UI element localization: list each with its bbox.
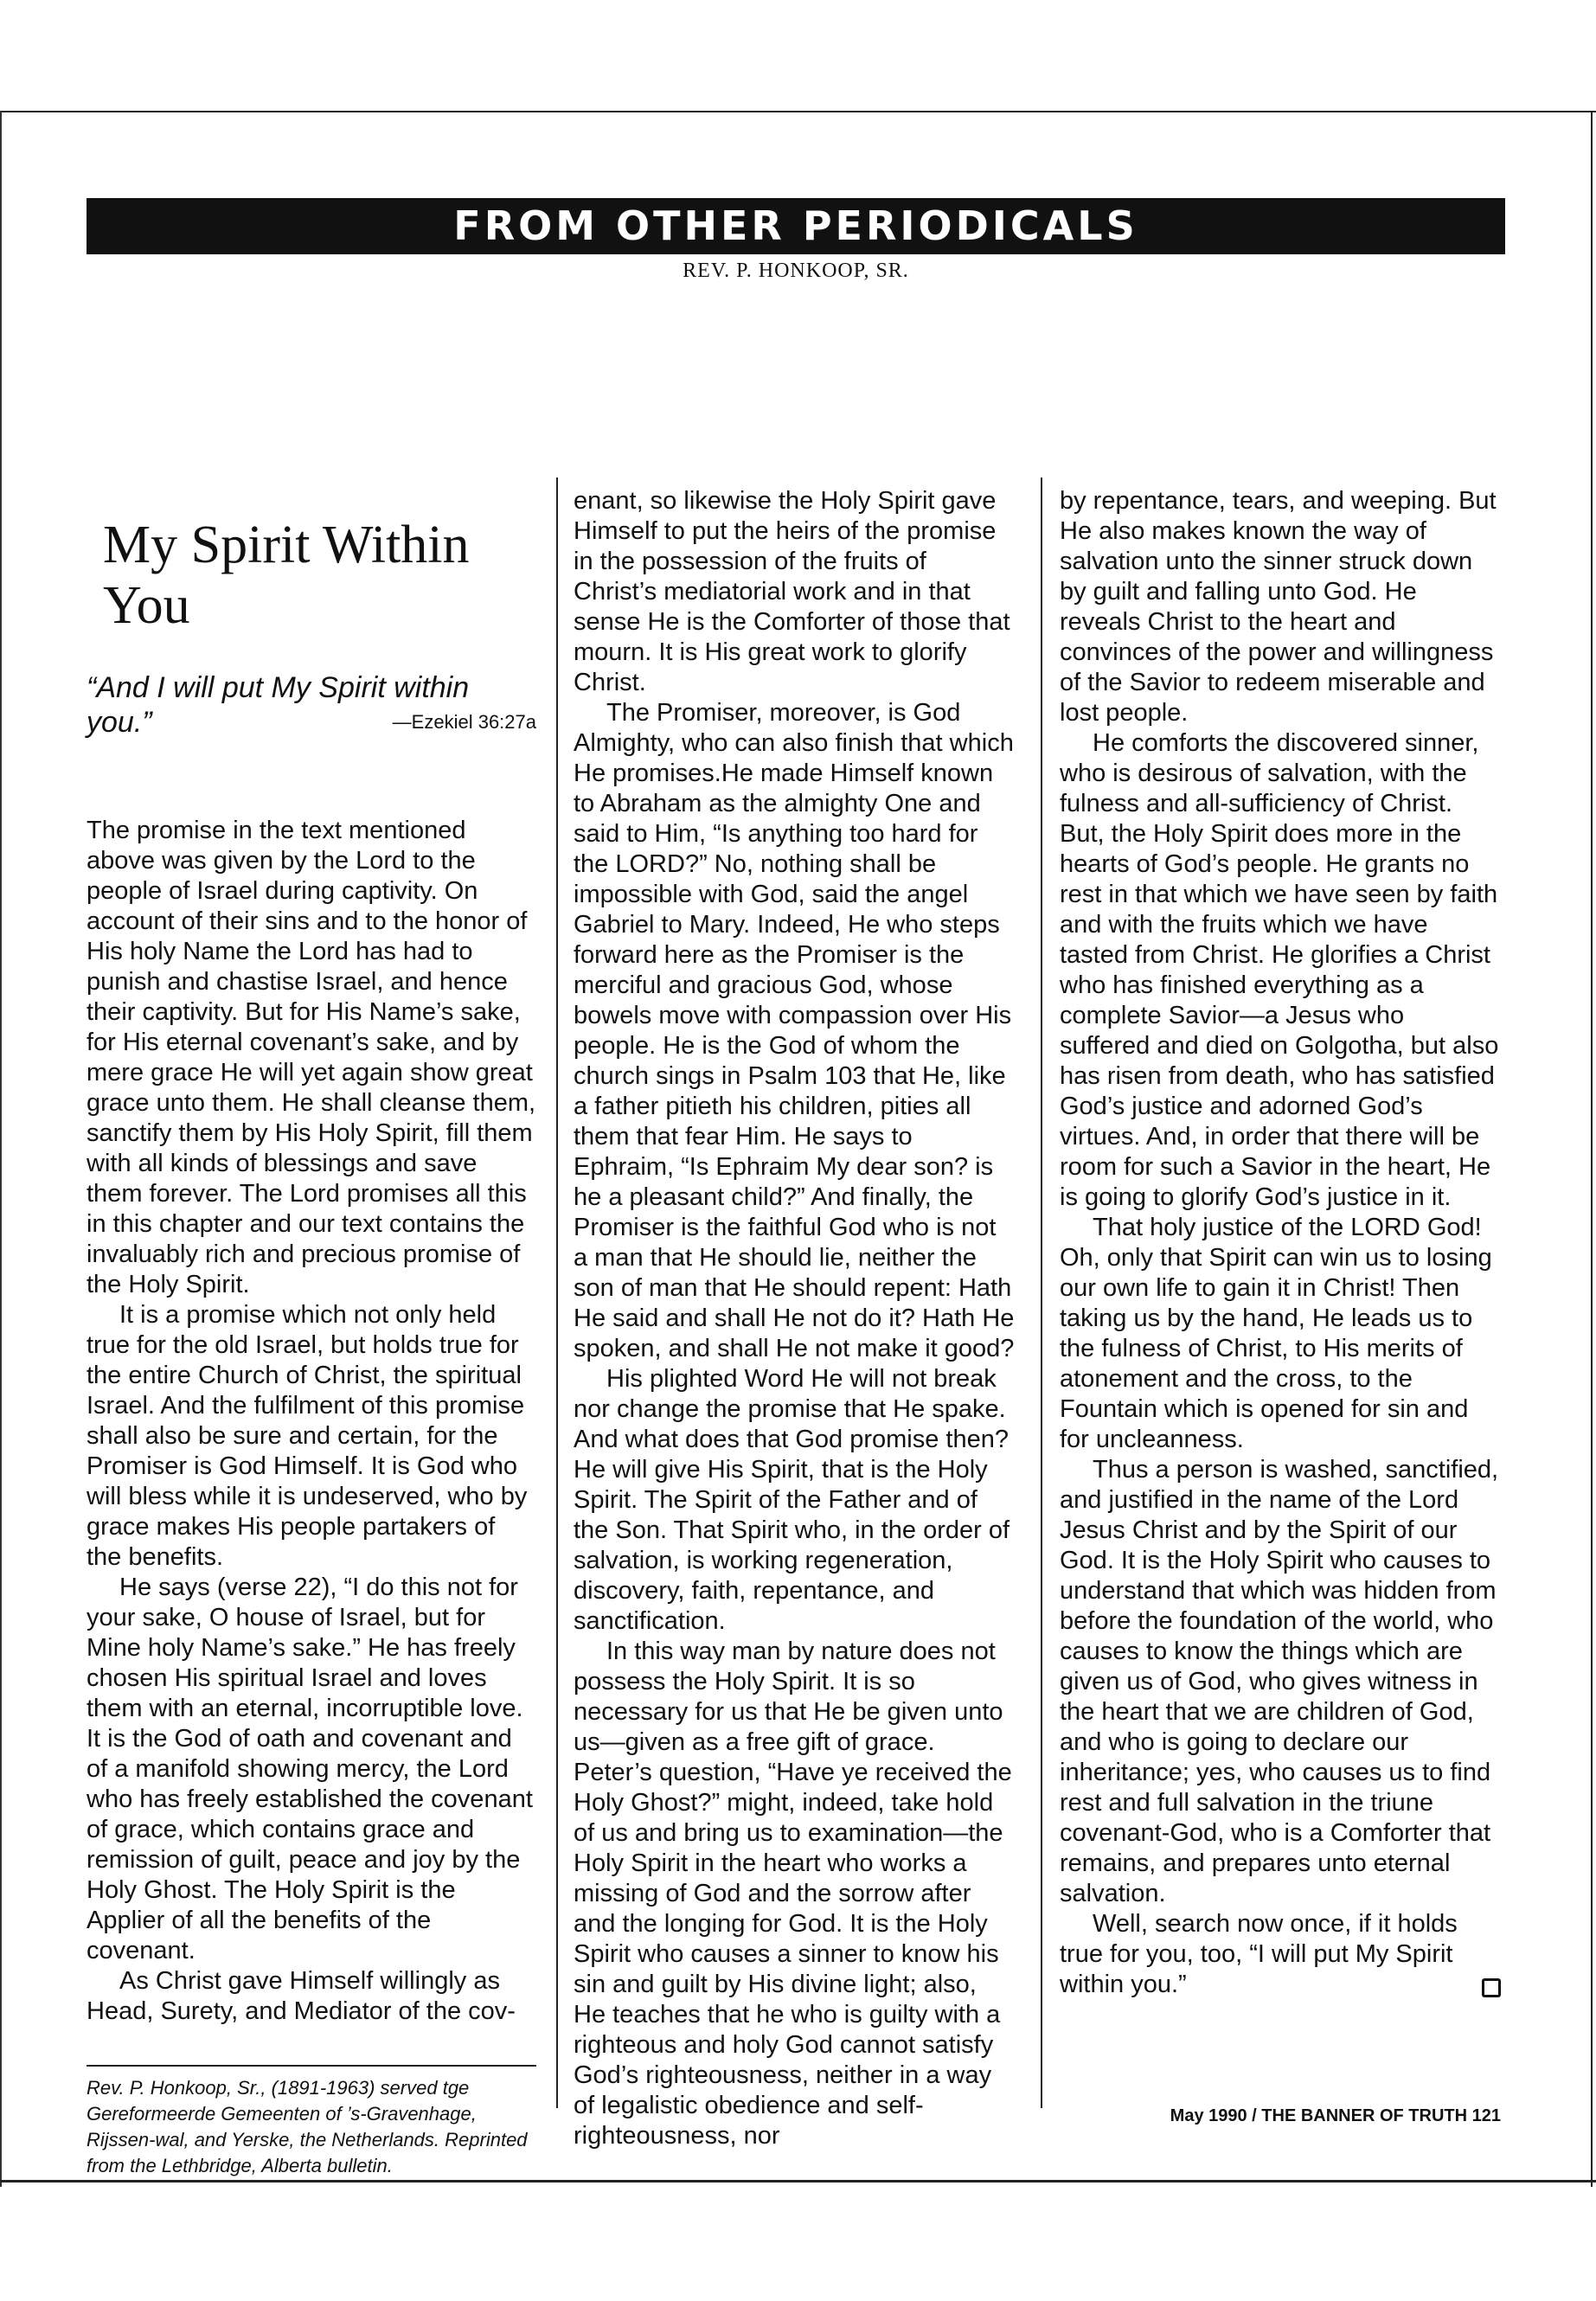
- page-frame-right: [1591, 111, 1593, 2187]
- author-byline: REV. P. HONKOOP, SR.: [683, 260, 909, 282]
- page-frame-top: [0, 111, 1596, 112]
- paragraph: He comforts the discovered sinner, who is desirous of salvation, with the fulness and all-sufficiency of Christ. But, the Holy Spirit does more in the hearts of God’s people. He grants no rest in that which we have seen by faith and with the fruits which we have tasted from Christ. He glorifies a Christ who has finished everything as a complete Savior—a Jesus who suffered and died on Golgotha, but also has risen from death, who has satisfied God’s justice and adorned God’s virtues. And, in order that there will be room for such a Savior in the heart, He is going to glorify God’s justice in it.: [1060, 729, 1499, 1211]
- paragraph: The promise in the text mentioned above was given by the Lord to the people of Israel during captivity. On account of their sins and to the honor of His holy Name the Lord has had to punish and chastise Israel, and hence their captivity. But for His Name’s sake, for His eternal covenant’s sake, and by mere grace He will yet again show great grace unto them. He shall cleanse them, sanctify them by His Holy Spirit, fill them with all kinds of blessings and save them forever. The Lord promises all this in this chapter and our text contains the invaluably rich and precious promise of the Holy Spirit.: [87, 817, 536, 1298]
- page-number: 121: [1471, 2106, 1501, 2125]
- paragraph: It is a promise which not only held true for the old Israel, but holds true for the entire Church of Christ, the spiritual Israel. And the fulfilment of this promise shall also be sure and certain, for the Promiser is God Himself. It is God who will bless while it is undeserved, who by grace makes His people partakers of the benefits.: [87, 1301, 528, 1571]
- column-2: [574, 486, 1015, 2151]
- column-rule-2: [1041, 478, 1042, 2108]
- page-frame-left: [0, 111, 2, 2187]
- final-text: Well, search now once, if it holds true for you, too, “I will put My Spirit within you.”: [1060, 1910, 1458, 1998]
- paragraph: As Christ gave Himself willingly as Head, Surety, and Mediator of the cov-: [87, 1967, 516, 2025]
- paragraph-final: [1060, 1909, 1501, 2000]
- column-1-body: [87, 816, 536, 2027]
- paragraph: by repentance, tears, and weeping. But He also makes known the way of salvation unto the sinner struck down by guilt and falling unto God. He reveals Christ to the heart and convinces of the power and willingness of the Savior to redeem miserable and lost people.: [1060, 487, 1497, 727]
- end-mark-icon: [1482, 1978, 1501, 1997]
- paragraph: He says (verse 22), “I do this not for your sake, O house of Israel, but for Mine holy Name’s sake.” He has freely chosen His spiritual Israel and loves them with an eternal, incorruptible love. It is the God of oath and covenant and of a manifold showing mercy, the Lord who has freely established the covenant of grace, which contains grace and remission of guilt, peace and joy by the Holy Ghost. The Holy Spirit is the Applier of all the benefits of the covenant.: [87, 1574, 533, 1965]
- page-frame-bottom: [0, 2180, 1596, 2182]
- paragraph: In this way man by nature does not possess the Holy Spirit. It is so necessary for us that He be given unto us—given as a free gift of grace. Peter’s question, “Have ye received the Holy Ghost?” might, indeed, take hold of us and bring us to examination—the Holy Spirit in the heart who works a missing of God and the sorrow after and the longing for God. It is the Holy Spirit who causes a sinner to know his sin and guilt by His divine light; also, He teaches that he who is guilty with a righteous and holy God cannot satisfy God’s righteousness, neither in a way of legalistic obedience and self-righteousness, nor: [574, 1638, 1012, 2150]
- article-title: My Spirit Within You: [103, 516, 470, 635]
- column-1: [87, 486, 536, 2179]
- section-header: FROM OTHER PERIODICALS: [87, 198, 1505, 254]
- paragraph: enant, so likewise the Holy Spirit gave Himself to put the heirs of the promise in the possession of the fruits of Christ’s mediatorial work and in that sense He is the Comforter of those that mourn. It is His great work to glorify Christ.: [574, 487, 1010, 696]
- column-3: [1060, 486, 1501, 2000]
- epigraph: [87, 670, 536, 740]
- footer-publication: May 1990 / THE BANNER OF TRUTH: [1170, 2106, 1468, 2125]
- epigraph-text: “And I will put My Spirit within you.”: [87, 671, 470, 739]
- author-note: Rev. P. Honkoop, Sr., (1891-1963) served tge Gereformeerde Gemeenten of ’s-Gravenhage, Rijssen-wal, and Yerske, the Netherlands. Reprinted from the Lethbridge, Alberta bulletin.: [87, 2077, 528, 2176]
- paragraph: The Promiser, moreover, is God Almighty, who can also finish that which He promises.He made Himself known to Abraham as the almighty One and said to Him, “Is anything too hard for the LORD?” No, nothing shall be impossible with God, said the angel Gabriel to Mary. Indeed, He who steps forward here as the Promiser is the merciful and gracious God, whose bowels move with compassion over His people. He is the God of whom the church sings in Psalm 103 that He, like a father pitieth his children, pities all them that fear Him. He says to Ephraim, “Is Ephraim My dear son? is he a pleasant child?” And finally, the Promiser is the faithful God who is not a man that He should lie, neither the son of man that He should repent: Hath He said and shall He not do it? Hath He spoken, and shall He not make it good?: [574, 699, 1015, 1362]
- paragraph: Thus a person is washed, sanctified, and justified in the name of the Lord Jesus Christ and by the Spirit of our God. It is the Holy Spirit who causes to understand that which was hidden from before the foundation of the world, who causes to know the things which are given us of God, who gives witness in the heart that we are children of God, and who is going to declare our inheritance; yes, who causes us to find rest and full salvation in the triune covenant-God, who is a Comforter that remains, and prepares unto eternal salvation.: [1060, 1456, 1499, 1907]
- paragraph: That holy justice of the LORD God! Oh, only that Spirit can win us to losing our own life to gain it in Christ! Then taking us by the hand, He leads us to the fulness of Christ, to His merits of atonement and the cross, to the Fountain which is opened for sin and for uncleanness.: [1060, 1214, 1492, 1453]
- paragraph: His plighted Word He will not break nor change the promise that He spake. And what does that God promise then? He will give His Spirit, that is the Holy Spirit. The Spirit of the Father and of the Son. That Spirit who, in the order of salvation, is working regeneration, discovery, faith, repentance, and sanctification.: [574, 1365, 1010, 1635]
- column-rule-1: [556, 478, 558, 2108]
- page-footer: [1170, 2106, 1501, 2126]
- epigraph-reference: —Ezekiel 36:27a: [392, 711, 536, 733]
- note-divider: [87, 2065, 536, 2067]
